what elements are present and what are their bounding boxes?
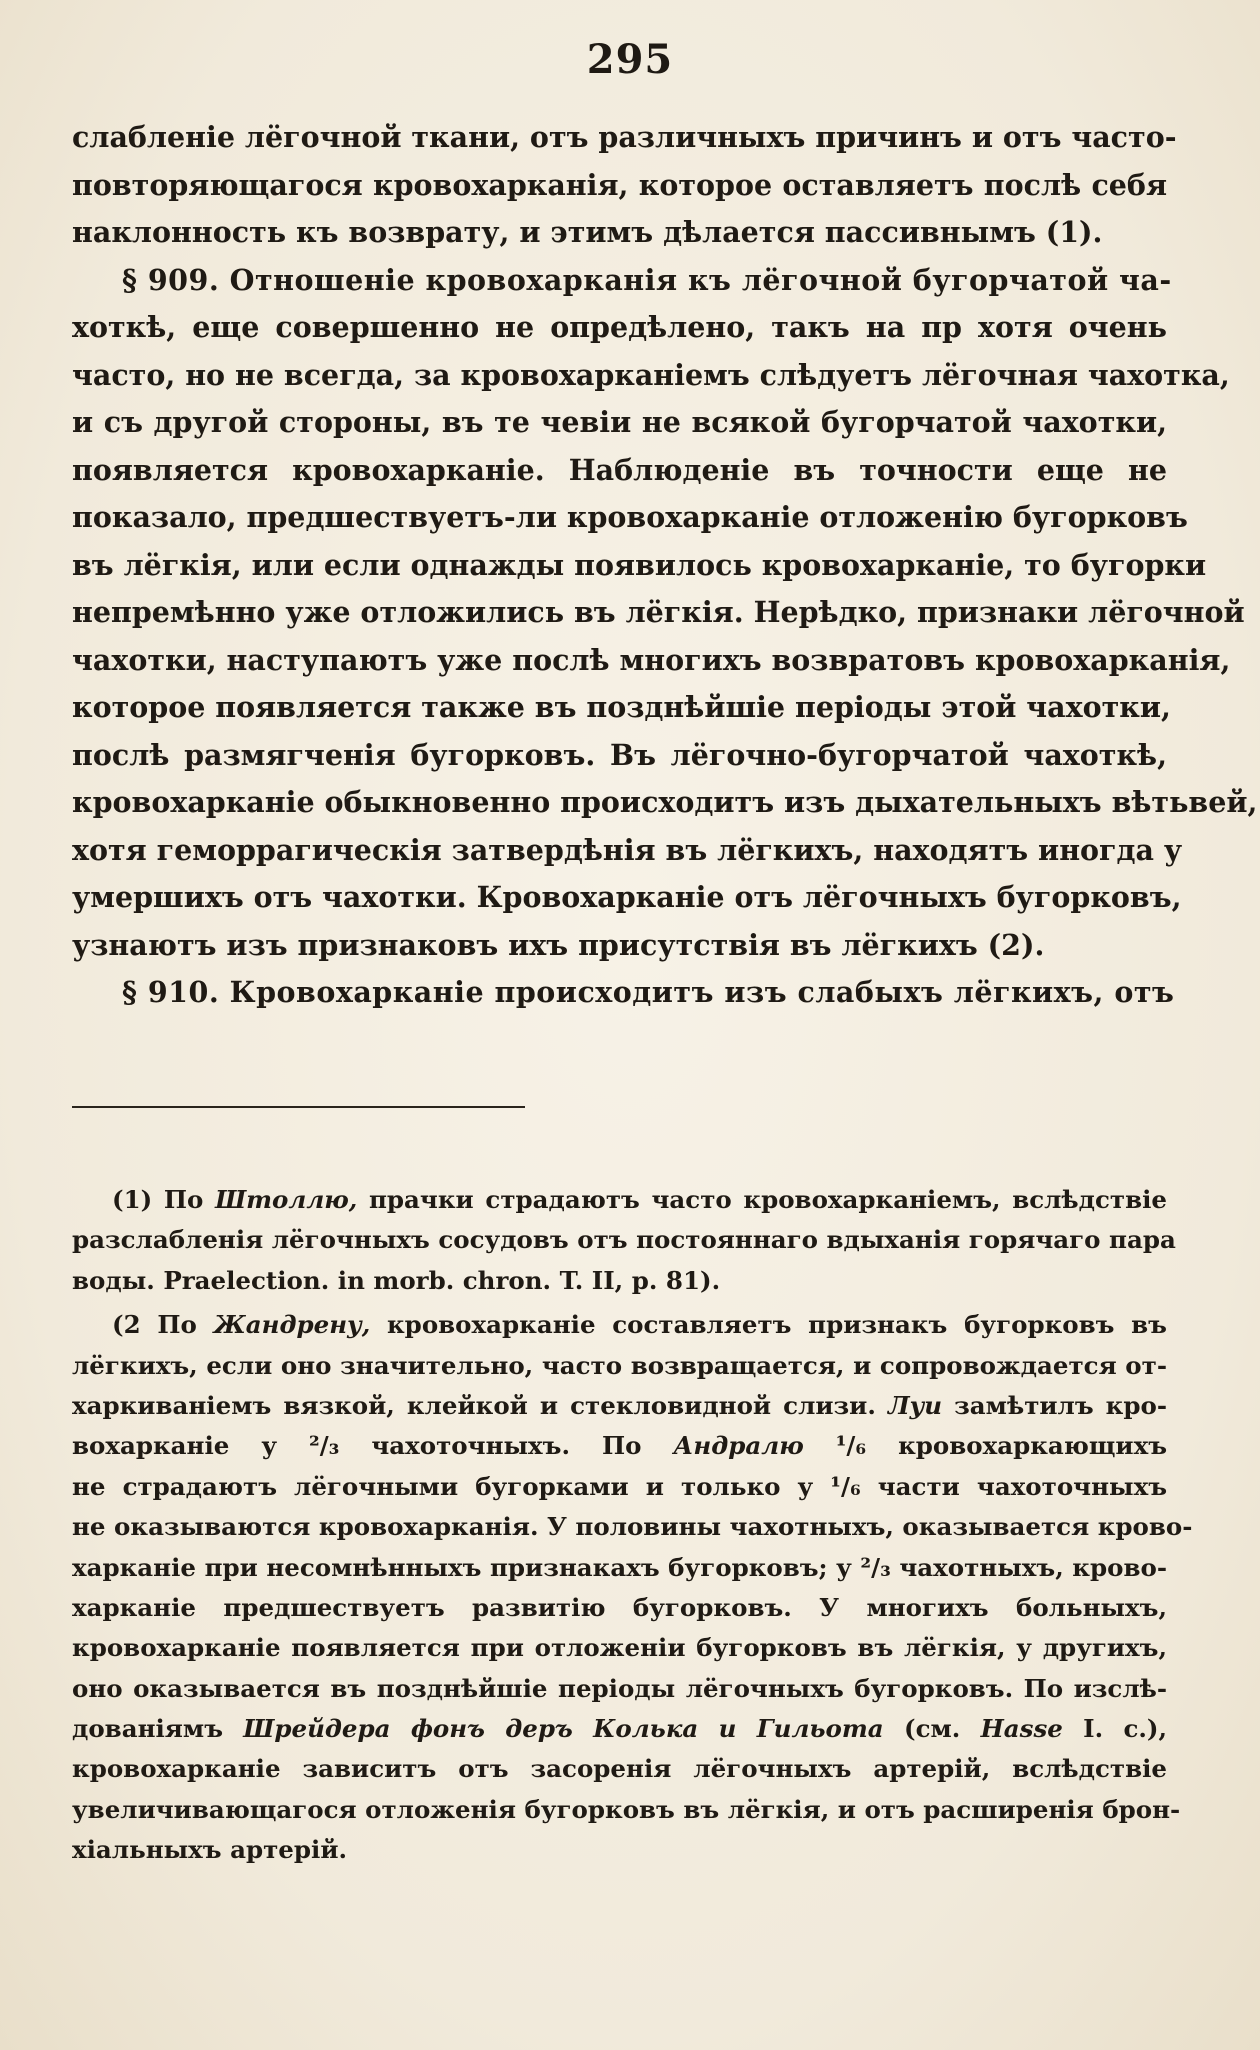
text-line: кровохарканіе обыкновенно происходитъ изъ дыхательныхъ вѣтьвей,: [72, 785, 1258, 819]
author-name-hasse: Hasse: [980, 1714, 1063, 1744]
main-text-block: [72, 114, 1258, 1017]
footnote-2-line: не оказываются кровохарканія. У половины чахотныхъ, оказывается крово-: [72, 1512, 1193, 1542]
page-number: 295: [586, 36, 674, 83]
footnote-2-line: лёгкихъ, если оно значительно, часто возвращается, и сопровождается от-: [72, 1350, 1167, 1380]
footnote-text: кровохарканіе составляетъ признакъ бугорковъ въ: [370, 1310, 1167, 1340]
text-line: часто, но не всегда, за кровохарканіемъ слѣдуетъ лёгочная чахотка,: [72, 357, 1230, 392]
text-line: которое появляется также въ позднѣйшіе періоды этой чахотки,: [72, 690, 1171, 724]
text-line: хоткѣ, еще совершенно не опредѣлено, такъ на пр хотя очень: [72, 310, 1167, 344]
footnote-2-line: не страдаютъ лёгочными бугорками и только у ¹/₆ части чахоточныхъ: [72, 1471, 1167, 1501]
text-line: и съ другой стороны, въ те чевіи не всякой бугорчатой чахотки,: [72, 405, 1167, 439]
footnote-text: прачки страдаютъ часто кровохарканіемъ, вслѣдствіе: [357, 1185, 1167, 1214]
footnote-2-line: харканіе при несомнѣнныхъ признакахъ бугорковъ; у ²/₃ чахотныхъ, крово-: [72, 1552, 1167, 1582]
text-line: слабленіе лёгочной ткани, отъ различныхъ причинъ и отъ часто-: [72, 120, 1177, 154]
text-line: хотя геморрагическія затвердѣнія въ лёгкихъ, находятъ иногда у: [72, 832, 1183, 867]
footnote-2-line: кровохарканіе появляется при отложеніи бугорковъ въ лёгкія, у другихъ,: [72, 1633, 1167, 1663]
author-name-louis: Луи: [887, 1390, 943, 1420]
text-line: послѣ размягченія бугорковъ. Въ лёгочно-бугорчатой чахоткѣ,: [72, 737, 1167, 772]
section-909-heading-line: § 909. Отношеніе кровохарканія къ лёгочной бугорчатой ча-: [122, 262, 1172, 297]
footnote-2-line: [72, 1426, 1167, 1466]
footnote-2-line: [72, 1305, 1167, 1345]
footnote-1-line: воды. Praelection. in morb. chron. T. II, p. 81).: [72, 1265, 721, 1295]
text-line: наклонность къ возврату, и этимъ дѣлается пассивнымъ (1).: [72, 215, 1103, 249]
footnote-text: замѣтилъ кро-: [954, 1390, 1168, 1420]
footnote-2-line: [72, 1709, 1167, 1749]
footnote-2-line: кровохарканіе зависитъ отъ засоренія лёгочныхъ артерій, вслѣдствіе: [72, 1754, 1167, 1784]
footnotes-block: [72, 1180, 1193, 1871]
author-names-schroeder-kolk-gillot: Шрейдера фонъ деръ Колька и Гильота: [243, 1714, 884, 1744]
footnote-2-line: [72, 1386, 1167, 1426]
section-910-heading-line: § 910. Кровохарканіе происходитъ изъ слабыхъ лёгкихъ, отъ: [122, 975, 1175, 1009]
text-line: узнаютъ изъ признаковъ ихъ присутствія въ лёгкихъ (2).: [72, 927, 1045, 962]
footnote-1-line: разслабленія лёгочныхъ сосудовъ отъ постояннаго вдыханія горячаго пара: [72, 1225, 1176, 1255]
footnote-text: (см.: [904, 1714, 961, 1744]
footnote-text: ¹/₆ кровохаркающихъ: [835, 1431, 1167, 1461]
footnote-2-line: харканіе предшествуетъ развитію бугорковъ. У многихъ больныхъ,: [72, 1592, 1167, 1622]
footnote-text: I. c.),: [1083, 1714, 1168, 1744]
footnote-2-line: увеличивающагося отложенія бугорковъ въ лёгкія, и отъ расширенія брон-: [72, 1794, 1181, 1824]
footnote-text: дованіямъ: [72, 1714, 223, 1744]
text-line: непремѣнно уже отложились въ лёгкія. Нерѣдко, признаки лёгочной: [72, 595, 1245, 629]
footnote-1-line: [72, 1180, 1167, 1220]
footnote-text: харкиваніемъ вязкой, клейкой и стекловидной слизи.: [72, 1390, 876, 1420]
text-line: появляется кровохарканіе. Наблюденіе въ точности еще не: [72, 452, 1167, 487]
text-line: повторяющагося кровохарканія, которое оставляетъ послѣ себя: [72, 167, 1167, 202]
footnote-2-line: хіальныхъ артерій.: [72, 1835, 348, 1865]
text-line: чахотки, наступаютъ уже послѣ многихъ возвратовъ кровохарканія,: [72, 642, 1231, 677]
footnote-2-line: оно оказывается въ позднѣйшіе періоды лёгочныхъ бугорковъ. По изслѣ-: [72, 1673, 1167, 1703]
text-line: умершихъ отъ чахотки. Кровохарканіе отъ лёгочныхъ бугорковъ,: [72, 880, 1182, 914]
footnote-text: вохарканіе у ²/₃ чахоточныхъ. По: [72, 1431, 642, 1461]
text-line: показало, предшествуетъ-ли кровохарканіе отложенію бугорковъ: [72, 500, 1188, 534]
author-name-stoll: Штоллю,: [215, 1185, 358, 1214]
author-name-jandren: Жандрену,: [213, 1310, 371, 1340]
footnote-2-marker: (2 По: [112, 1310, 214, 1340]
text-line: въ лёгкія, или если однажды появилось кровохарканіе, то бугорки: [72, 547, 1207, 582]
footnote-1-marker: (1) По: [112, 1185, 216, 1214]
author-name-andral: Андралю: [673, 1431, 804, 1461]
footnote-separator-rule: [72, 1106, 525, 1108]
